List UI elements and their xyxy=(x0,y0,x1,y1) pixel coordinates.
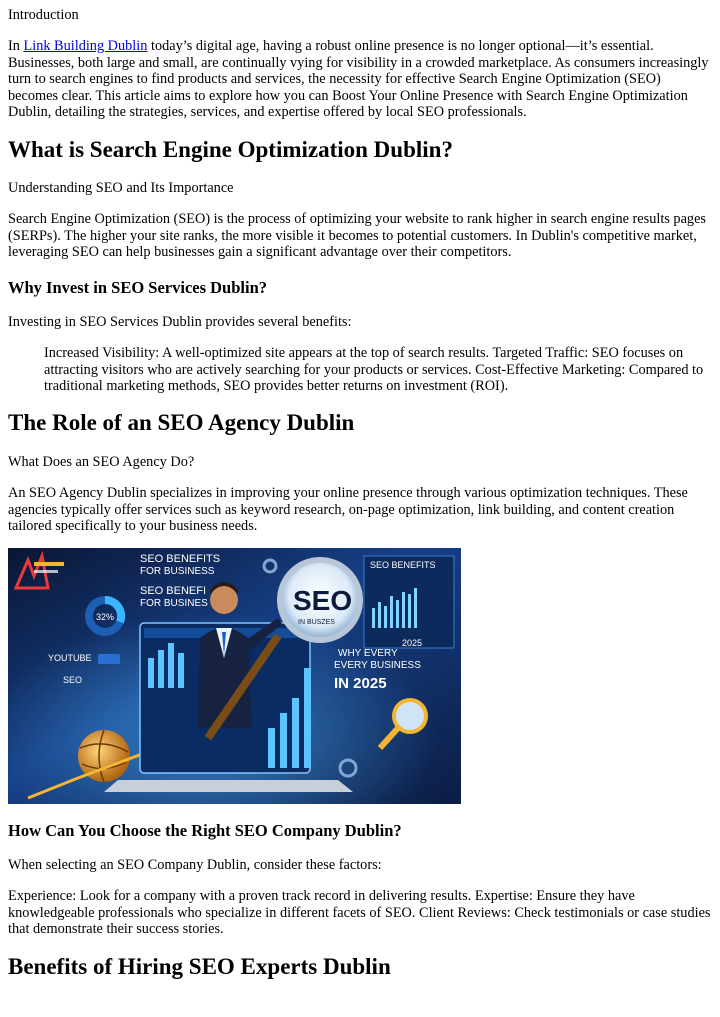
donut-percent: 32% xyxy=(96,612,115,622)
laptop-base xyxy=(104,780,353,792)
benefits-heading-b2: FOR BUSINES xyxy=(140,598,208,609)
intro-paragraph xyxy=(8,38,712,121)
seo-benefits-illustration xyxy=(8,548,461,804)
why-every-label: WHY EVERY xyxy=(338,648,398,659)
link-building-dublin-link[interactable]: Link Building Dublin xyxy=(23,38,148,54)
seo-big-label: SEO xyxy=(293,585,353,616)
subheading-what-agency-does: What Does an SEO Agency Do? xyxy=(8,454,195,470)
benefits-heading-a: SEO BENEFITS xyxy=(140,553,221,565)
heading-why-invest: Why Invest in SEO Services Dublin? xyxy=(8,278,268,297)
section-heading-role-of-agency: The Role of an SEO Agency Dublin xyxy=(8,410,355,435)
section-heading-what-is-seo: What is Search Engine Optimization Dublin? xyxy=(8,137,453,162)
section-heading-benefits-hiring: Benefits of Hiring SEO Experts Dublin xyxy=(8,954,391,979)
subheading-understanding-seo: Understanding SEO and Its Importance xyxy=(8,180,234,196)
heading-choose-seo-company: How Can You Choose the Right SEO Company Dublin? xyxy=(8,821,402,840)
choose-lead-paragraph: When selecting an SEO Company Dublin, consider these factors: xyxy=(8,857,382,873)
intro-label: Introduction xyxy=(8,7,79,23)
seo-small-label: SEO xyxy=(63,675,83,685)
benefits-blockquote: Increased Visibility: A well-optimized site appears at the top of search results. Targeted Traffic: SEO focuses on attracting visitors who are actively searching for your products or services. Cost-Effective Marketing: Compared to traditional marketing methods, SEO provides better returns on investment (ROI). xyxy=(44,345,704,394)
ui-chip xyxy=(98,654,120,664)
small-2025-label: 2025 xyxy=(402,638,423,648)
invest-lead-paragraph: Investing in SEO Services Dublin provides several benefits: xyxy=(8,314,352,330)
youtube-label: YOUTUBE xyxy=(48,653,92,663)
every-business-label: EVERY BUSINESS xyxy=(334,660,421,671)
intro-text-start: In xyxy=(8,38,24,54)
intro-text-rest: today’s digital age, having a robust online presence is no longer optional—it’s essential. Businesses, both large and small, are continually vying for visibility in a crowded marketplace. As consumers increasingly turn to search engines to find products and services, the necessity for effective Search Engine Optimization (SEO) becomes clear. This article aims to explore how you can Boost Your Online Presence with Search Engine Optimization Dublin, detailing the strategies, services, and expertise offered by local SEO professionals. xyxy=(8,38,709,120)
agency-paragraph: An SEO Agency Dublin specializes in improving your online presence through various optimization techniques. These agencies typically offer services such as keyword research, on-page optimization, link building, and content creation tailored specifically to your business needs. xyxy=(8,485,688,534)
seo-in-buszes: IN BUSZES xyxy=(298,619,335,626)
right-benefits-panel xyxy=(364,556,454,648)
seo-definition-paragraph: Search Engine Optimization (SEO) is the process of optimizing your website to rank higher in search engine results pages (SERPs). The higher your site ranks, the more visible it becomes to potential customers. In Dublin's competitive market, leveraging SEO can help businesses gain a significant advantage over their competitors. xyxy=(8,211,706,260)
benefits-heading-a2: FOR BUSINESS xyxy=(140,566,215,577)
benefits-heading-b: SEO BENEFI xyxy=(140,585,207,597)
right-panel-heading: SEO BENEFITS xyxy=(370,560,436,570)
in-2025-label: IN 2025 xyxy=(334,675,387,692)
choose-factors-paragraph: Experience: Look for a company with a proven track record in delivering results. Expertise: Ensure they have knowledgeable professionals who specialize in different facets of SEO. Client Reviews: Check testimonials or case studies that demonstrate their success stories. xyxy=(8,888,711,937)
